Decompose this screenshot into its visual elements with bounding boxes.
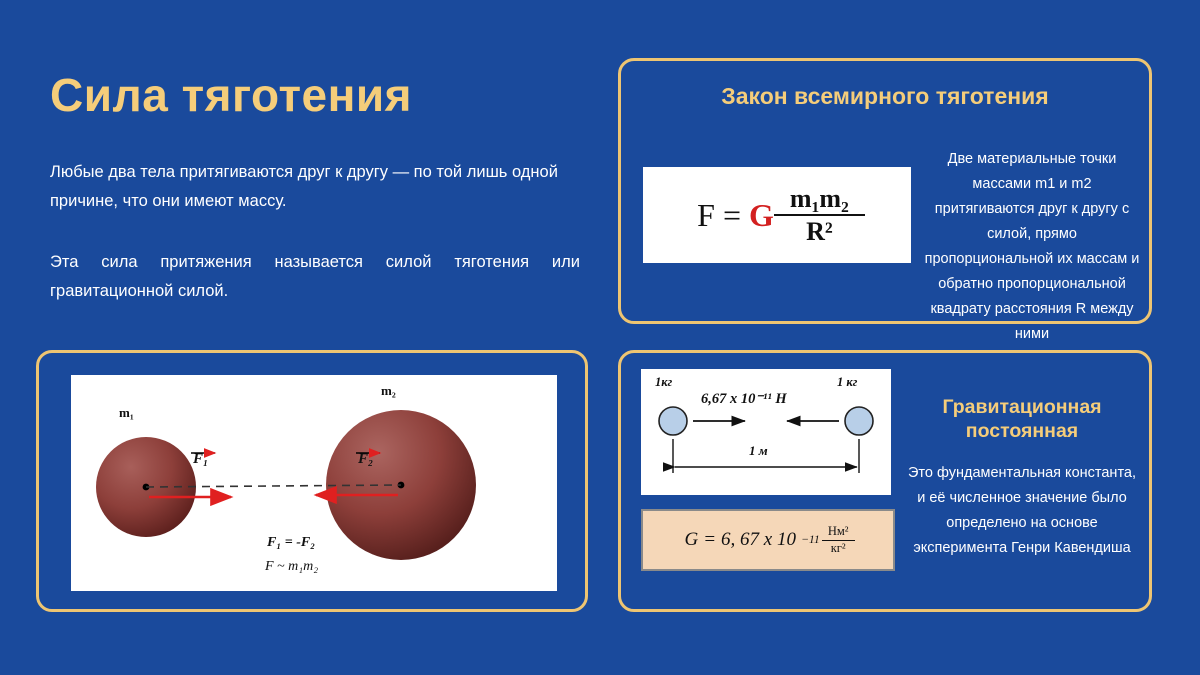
law-card-title: Закон всемирного тяготения [721,83,1049,109]
formula-equals: = [722,196,742,233]
page-title: Сила тяготения [50,69,412,121]
figure-label-mass-left: 1кг [655,375,673,389]
gravitational-constant-value [684,525,851,554]
const-exponent: −11 [800,533,820,546]
diagram-label-f1: F₁ [193,451,209,467]
gravitational-constant-value-plate [641,509,895,571]
gravitational-constant-title: Гравитационная постоянная [942,396,1102,443]
const-unit [825,525,852,554]
formula-constant-g: G [749,196,774,233]
intro-paragraph-1: Любые два тела притягиваются друг к другу — по той лишь одной причине, что они имеют массу. [50,163,558,210]
law-card [618,58,1152,342]
gravitational-constant-description: Это фундаментальная константа, и её численное значение было определено на основе эксперимента Генри Кавендиша [907,465,1137,556]
diagram-card [36,350,588,612]
diagram-caption-1: F₁ = -F₂ [267,535,316,550]
formula-fraction [782,185,857,246]
figure-label-mass-right: 1 кг [837,375,858,389]
const-equals: = [703,529,717,550]
const-symbol: G [684,529,699,550]
diagram-label-f2: F₂ [358,451,374,467]
const-unit-denominator: кг² [822,540,855,555]
const-unit-numerator: Нм² [827,524,849,539]
figure-label-force: 6,67 x 10⁻¹¹ Н [701,391,787,407]
two-body-diagram [71,375,557,591]
law-formula [697,185,857,246]
law-card-description: Две материальные точки массами m1 и m2 притягиваются друг к другу с силой, прямо пропорциональной их массам и обратно пропорциональной квадрату расстояния R между ними [924,151,1140,342]
gravitational-constant-card [618,350,1152,612]
intro-paragraph-2: Эта сила притяжения называется силой тяготения или гравитационной силой. [50,253,580,300]
figure-label-distance: 1 м [749,443,768,458]
law-formula-plate [643,167,911,263]
formula-f: F [697,196,715,233]
diagram-label-m2: m₂ [381,383,396,398]
diagram-label-m1: m₁ [119,405,134,420]
diagram-caption-2: F ~ m₁m₂ [265,559,319,574]
formula-denominator: R² [774,214,865,245]
const-number: 6, 67 x 10 [721,529,796,550]
cavendish-figure [641,369,891,495]
formula-numerator: m₁m₂ [789,183,849,213]
